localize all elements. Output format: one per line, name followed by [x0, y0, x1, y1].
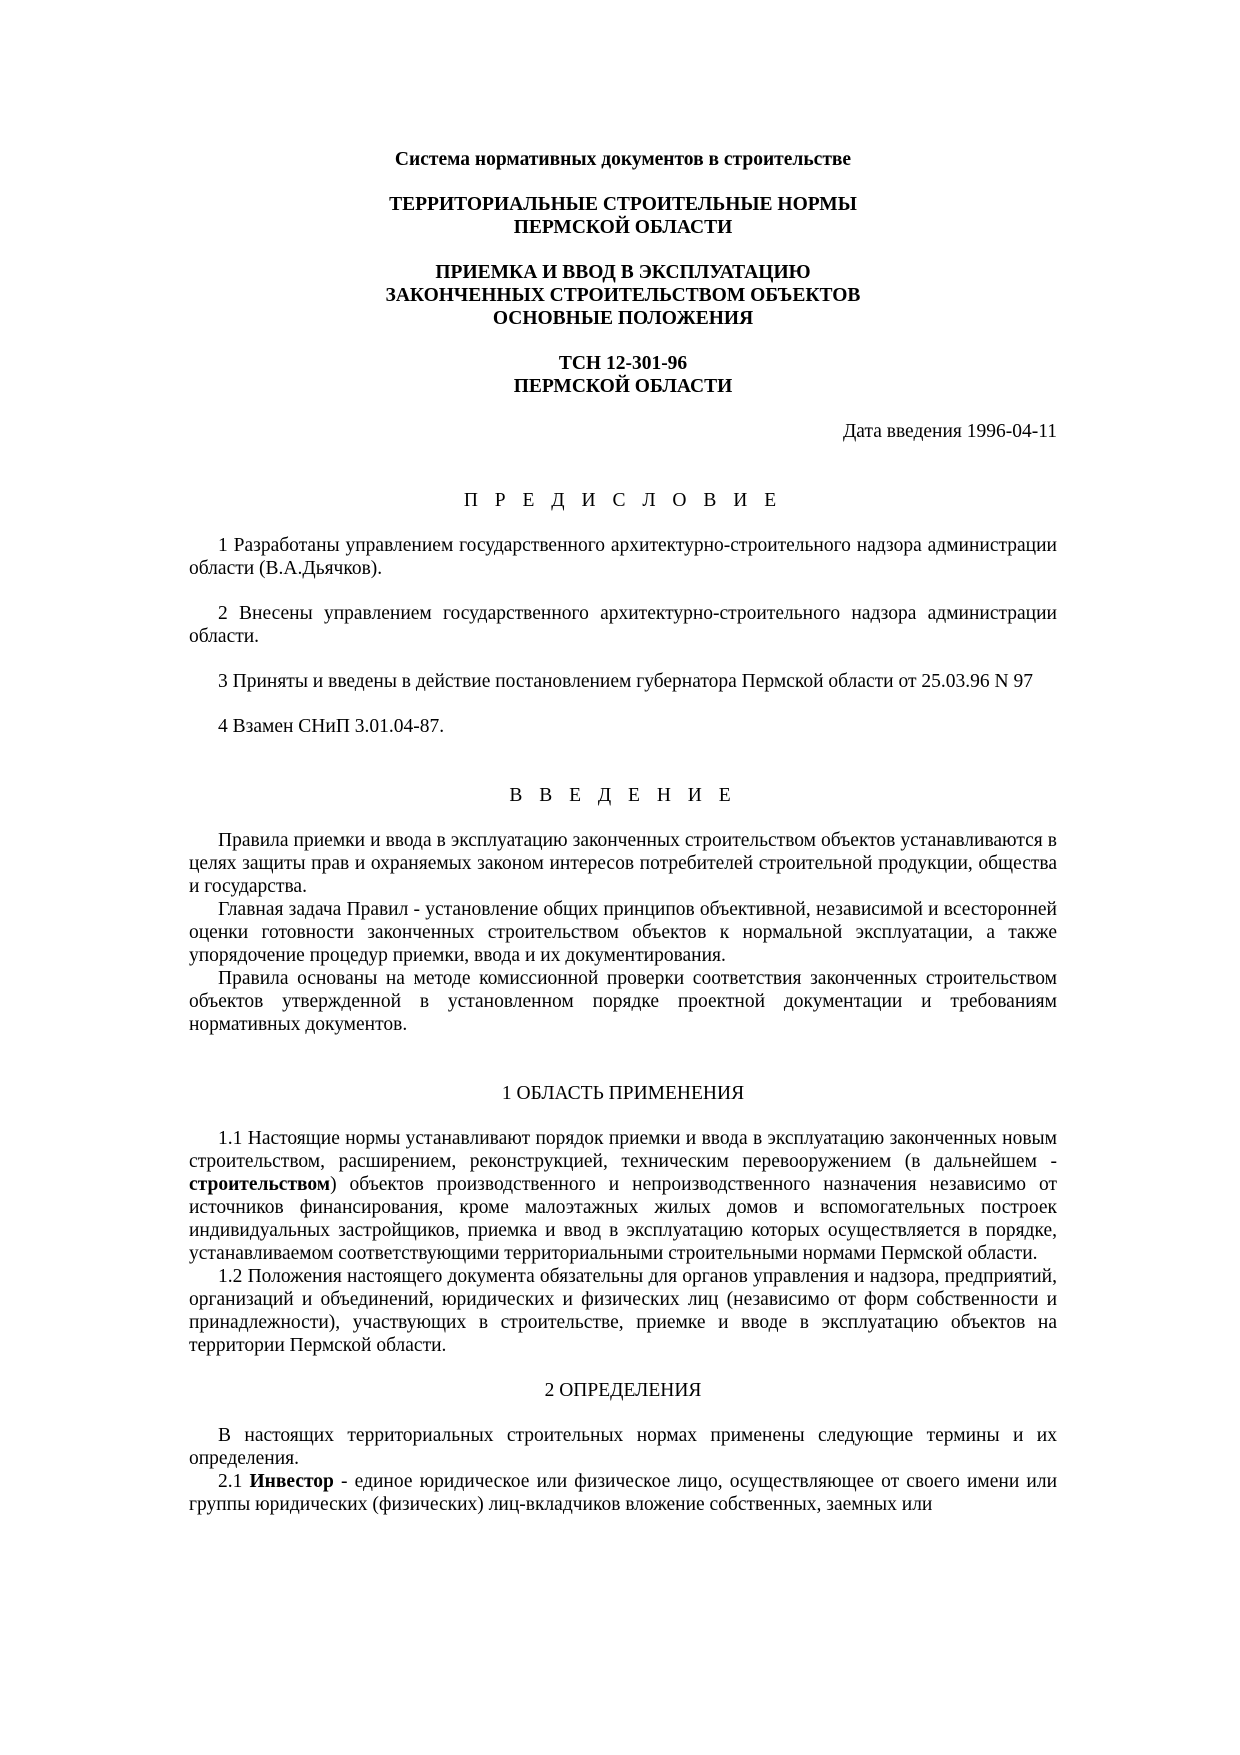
- section-2-paragraph-2-text: - единое юридическое или физическое лицо, осуществляющее от своего имени или группы юридических (физических) лиц-вкладчиков вложение собственных, заемных или: [189, 1471, 1057, 1515]
- document-title-line-1: ПРИЕМКА И ВВОД В ЭКСПЛУАТАЦИЮ: [435, 262, 811, 283]
- introduction-paragraph-3: Правила основаны на методе комиссионной проверки соответствия законченных строительством объектов утвержденной в установленном порядке проектной документации и требованиям нормативных документов.: [189, 968, 1057, 1035]
- norms-title-line-2: ПЕРМСКОЙ ОБЛАСТИ: [513, 217, 733, 238]
- section-1-paragraph-2: 1.2 Положения настоящего документа обязательны для органов управления и надзора, предприятий, организаций и объединений, юридических и физических лиц (независимо от форм собственности и принадлежности), участвующих в строительстве, приемке и вводе в эксплуатацию объектов на территории Пермской области.: [189, 1266, 1057, 1356]
- norms-title-line-1: ТЕРРИТОРИАЛЬНЫЕ СТРОИТЕЛЬНЫЕ НОРМЫ: [389, 194, 857, 215]
- section-1-paragraph-1: [189, 1127, 1057, 1265]
- preface-heading: П Р Е Д И С Л О В И Е: [463, 490, 783, 511]
- document-body: [189, 148, 1057, 1516]
- document-code: [189, 352, 1057, 398]
- section-1-heading: 1 ОБЛАСТЬ ПРИМЕНЕНИЯ: [501, 1083, 745, 1104]
- defined-term-construction: строительством: [189, 1174, 331, 1195]
- preface-item-3: 3 Приняты и введены в действие постановлением губернатора Пермской области от 25.03.96 N 97: [218, 671, 1033, 692]
- section-2-paragraph-2: [189, 1470, 1057, 1516]
- section-1-paragraph-1-end: ) объектов производственного и непроизводственного назначения независимо от источников финансирования, кроме малоэтажных жилых домов и вспомогательных построек индивидуальных застройщиков, приемка и ввод в эксплуатацию которых осуществляется в порядке, устанавливаемом соответствующими территориальными строительными нормами Пермской области.: [189, 1174, 1057, 1264]
- document-title: [189, 261, 1057, 330]
- section-1-paragraph-1-start: 1.1 Настоящие нормы устанавливают порядок приемки и ввода в эксплуатацию законченных новым строительством, расширением, реконструкцией, техническим перевооружением (в дальнейшем -: [189, 1128, 1057, 1172]
- document-code-line-2: ПЕРМСКОЙ ОБЛАСТИ: [513, 376, 733, 397]
- document-title-line-3: ОСНОВНЫЕ ПОЛОЖЕНИЯ: [492, 308, 754, 329]
- document-title-line-2: ЗАКОНЧЕННЫХ СТРОИТЕЛЬСТВОМ ОБЪЕКТОВ: [385, 285, 861, 306]
- introduction-paragraph-1: Правила приемки и ввода в эксплуатацию законченных строительством объектов устанавливаются в целях защиты прав и охраняемых законом интересов потребителей строительной продукции, общества и государства.: [189, 830, 1057, 897]
- introduction-heading: В В Е Д Е Н И Е: [509, 785, 737, 806]
- preface-item-1: 1 Разработаны управлением государственного архитектурно-строительного надзора администрации области (В.А.Дьячков).: [189, 535, 1057, 579]
- section-2-item-number: 2.1: [218, 1471, 250, 1492]
- section-2-heading: 2 ОПРЕДЕЛЕНИЯ: [544, 1380, 702, 1401]
- preface-item-4: 4 Взамен СНиП 3.01.04-87.: [218, 716, 445, 737]
- preface-item-2: 2 Внесены управлением государственного архитектурно-строительного надзора администрации области.: [189, 603, 1057, 647]
- introduction-paragraph-2: Главная задача Правил - установление общих принципов объективной, независимой и всесторонней оценки готовности законченных строительством объектов к нормальной эксплуатации, а также упорядочение процедур приемки, ввода и их документирования.: [189, 899, 1057, 966]
- defined-term-investor: Инвестор: [249, 1471, 334, 1492]
- system-title: [189, 148, 1057, 171]
- section-2-paragraph-1: В настоящих территориальных строительных нормах применены следующие термины и их определения.: [189, 1425, 1057, 1469]
- norms-title: [189, 193, 1057, 239]
- introduction-date: Дата введения 1996-04-11: [843, 421, 1057, 442]
- document-code-line-1: ТСН 12-301-96: [558, 353, 688, 374]
- system-title-text: Система нормативных документов в строительстве: [394, 149, 852, 170]
